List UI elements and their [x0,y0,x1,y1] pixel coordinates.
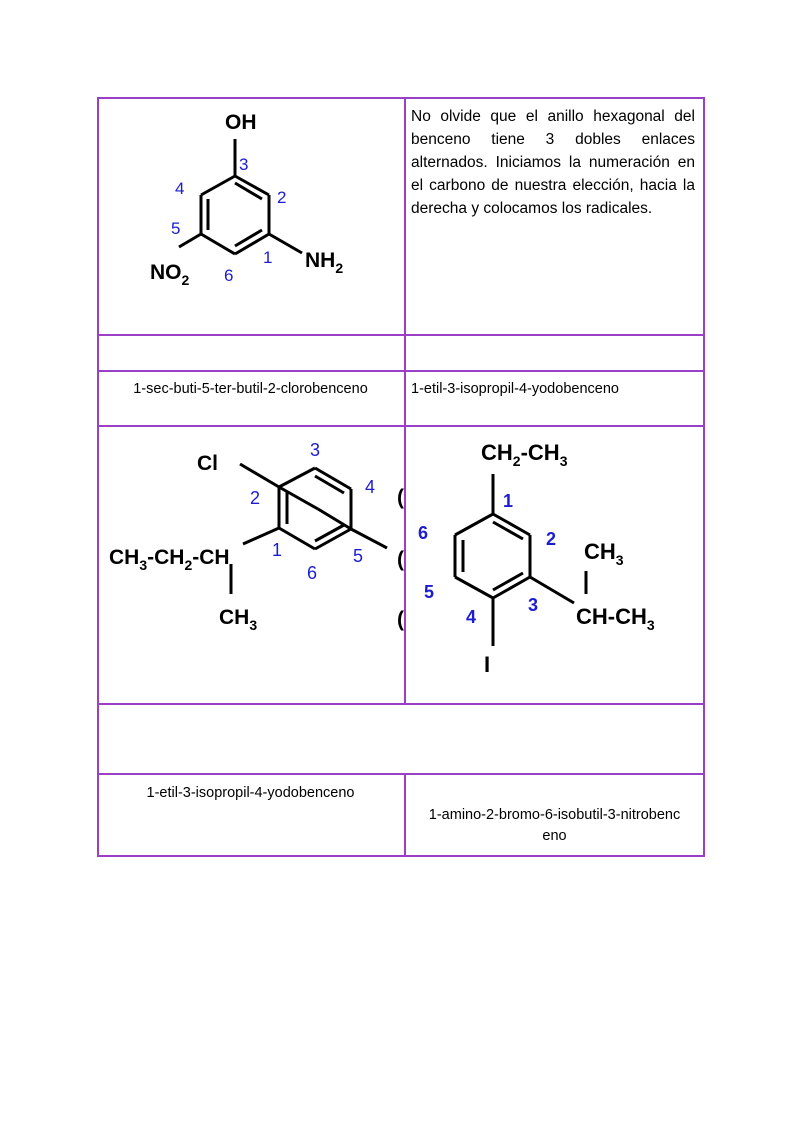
svg-text:CH3-CH2-CH: $CH_3-CH_2-CH$ [109,546,230,573]
svg-text:3: 3 [239,155,249,174]
instruction-note: No olvide que el anillo hexagonal del benceno tiene 3 dobles enlaces alternados. Iniciamos la numeración en el carbono de nuestra elección, hacia la derecha y colocamos los radicales. [411,108,695,217]
svg-text:6: 6 [418,523,429,543]
molecule-1-structure [97,97,404,334]
svg-text:2: 2 [277,188,287,207]
molecule-3-cell [406,426,703,703]
svg-text:3: 3 [310,440,321,460]
molecule-2-cell [97,426,404,703]
molecule-2-structure [97,426,404,703]
svg-text:3: 3 [528,595,539,615]
chloro-label: Cl [197,452,218,475]
svg-text:CH3: $CH_3$ [584,539,624,568]
svg-text:(: ( [397,548,404,571]
svg-text:CH-CH3: $CH-CH_3$ [576,604,655,633]
svg-text:5: 5 [424,582,435,602]
svg-text:CH2-CH3: $CH_2-CH_3$ [481,440,568,469]
molecule-1-cell [97,97,404,334]
svg-text:2: 2 [250,488,261,508]
svg-text:NO2: $NO_2$ [150,261,190,288]
compound-name: 1-etil-3-isopropil-4-yodobenceno [411,381,619,397]
svg-text:1: 1 [503,491,514,511]
molecule-3-structure [406,426,703,703]
svg-text:6: 6 [307,563,318,583]
svg-text:4: 4 [365,477,376,497]
svg-text:4: 4 [175,179,185,198]
svg-text:5: 5 [171,219,181,238]
svg-text:2: 2 [546,529,557,549]
svg-text:(: ( [397,486,404,509]
compound-name: 1-sec-buti-5-ter-butil-2-clorobenceno [133,381,368,397]
iodo-label: I [484,652,491,677]
hydroxyl-label: OH [225,111,257,134]
svg-text:CH3: $CH_3$ [219,606,258,633]
compound-name: 1-etil-3-isopropil-4-yodobenceno [146,785,355,801]
svg-text:6: 6 [224,266,234,285]
svg-text:5: 5 [353,546,364,566]
svg-text:1: 1 [263,248,273,267]
worksheet-table [97,97,705,857]
svg-text:(: ( [397,608,404,631]
svg-text:1: 1 [272,540,283,560]
svg-text:4: 4 [466,607,477,627]
svg-text:NH2: $NH_2$ [305,249,344,276]
compound-name-wrapped: 1-amino-2-bromo-6-isobutil-3-nitrobenc eno [428,807,681,844]
